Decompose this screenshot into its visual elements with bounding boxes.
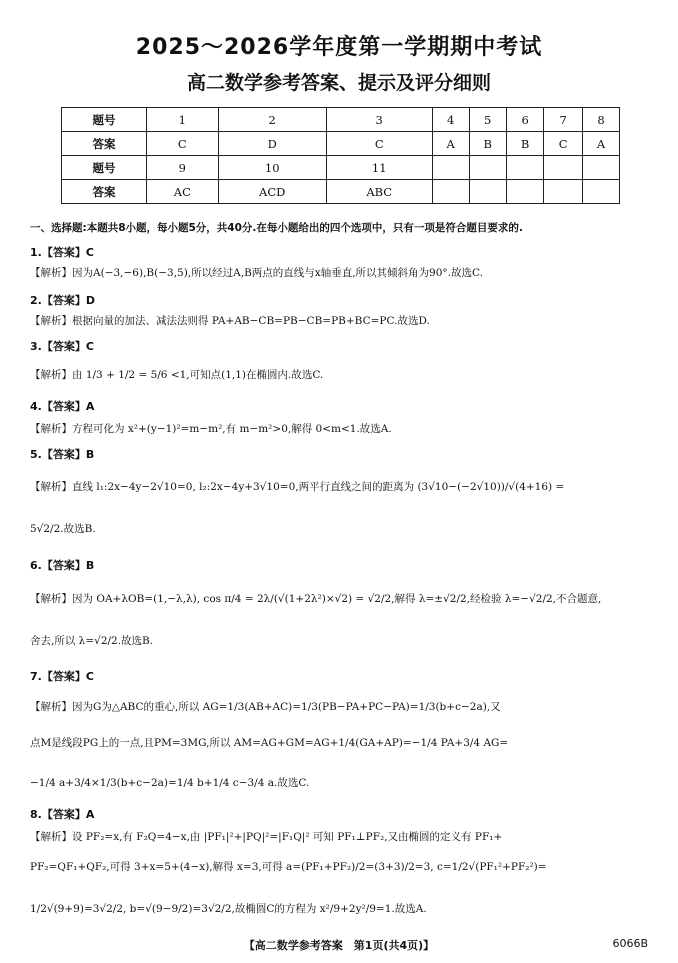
table-cell: ACD <box>218 180 326 204</box>
section-heading: 一、选择题:本题共8小题，每小题5分，共40分.在每小题给出的四个选项中，只有一项是符合题目要求的. <box>30 222 523 234</box>
table-cell: C <box>544 132 583 156</box>
explanation-text: 【解析】因为A(−3,−6),B(−3,5),所以经过A,B两点的直线与x轴垂直,所以其倾斜角为90°.故选C. <box>30 267 483 279</box>
table-cell <box>469 156 506 180</box>
table-cell: AC <box>147 180 219 204</box>
table-cell: 10 <box>218 156 326 180</box>
question-label: 1.【答案】C <box>30 246 94 259</box>
table-row <box>62 108 620 132</box>
table-row <box>62 180 620 204</box>
question-label: 3.【答案】C <box>30 340 94 353</box>
explanation-text: 【解析】由 1/3 + 1/2 = 5/6 <1,可知点(1,1)在椭圆内.故选C. <box>30 369 324 381</box>
table-cell: B <box>506 132 543 156</box>
question-label: 6.【答案】B <box>30 559 95 572</box>
table-cell: 6 <box>506 108 543 132</box>
explanation-text: 点M是线段PG上的一点,且PM=3MG,所以 AM=AG+GM=AG+1/4(GA+AP)=−1/4 PA+3/4 AG= <box>30 737 509 749</box>
table-cell: 11 <box>326 156 432 180</box>
table-cell: 2 <box>218 108 326 132</box>
page-title: 2025～2026学年度第一学期期中考试 <box>135 35 543 60</box>
table-cell <box>432 180 469 204</box>
explanation-text: 舍去,所以 λ=√2/2.故选B. <box>30 635 154 647</box>
table-cell: A <box>583 132 620 156</box>
explanation-text: −1/4 a+3/4×1/3(b+c−2a)=1/4 b+1/4 c−3/4 a.故选C. <box>30 777 310 789</box>
row-label: 题号 <box>62 108 147 132</box>
question-label: 7.【答案】C <box>30 670 94 683</box>
explanation-text: 【解析】根据向量的加法、减法法则得 PA+AB−CB=PB−CB=PB+BC=PC.故选D. <box>30 315 430 327</box>
row-label: 题号 <box>62 156 147 180</box>
table-cell <box>469 180 506 204</box>
row-label: 答案 <box>62 180 147 204</box>
table-cell: 3 <box>326 108 432 132</box>
answer-table <box>61 107 620 204</box>
table-cell: A <box>432 132 469 156</box>
explanation-text: PF₂=QF₁+QF₂,可得 3+x=5+(4−x),解得 x=3,可得 a=(PF₁+PF₂)/2=(3+3)/2=3, c=1/2√(PF₁²+PF₂²)= <box>30 861 547 873</box>
question-label: 2.【答案】D <box>30 294 95 307</box>
table-cell: C <box>326 132 432 156</box>
table-cell <box>432 156 469 180</box>
table-cell <box>506 180 543 204</box>
table-cell: 8 <box>583 108 620 132</box>
explanation-text: 【解析】方程可化为 x²+(y−1)²=m−m²,有 m−m²>0,解得 0<m<1.故选A. <box>30 423 392 435</box>
row-label: 答案 <box>62 132 147 156</box>
table-cell: 5 <box>469 108 506 132</box>
table-cell <box>583 156 620 180</box>
table-cell: ABC <box>326 180 432 204</box>
explanation-text: 【解析】设 PF₂=x,有 F₂Q=4−x,由 |PF₁|²+|PQ|²=|F₁Q|² 可知 PF₁⊥PF₂,又由椭圆的定义有 PF₁+ <box>30 831 503 843</box>
question-label: 5.【答案】B <box>30 448 95 461</box>
table-row <box>62 132 620 156</box>
explanation-text: 【解析】因为G为△ABC的重心,所以 AG=1/3(AB+AC)=1/3(PB−PA+PC−PA)=1/3(b+c−2a),又 <box>30 701 501 713</box>
table-cell <box>544 180 583 204</box>
page-subtitle: 高二数学参考答案、提示及评分细则 <box>186 72 491 94</box>
table-cell <box>506 156 543 180</box>
explanation-text: 【解析】直线 l₁:2x−4y−2√10=0, l₂:2x−4y+3√10=0,两平行直线之间的距离为 (3√10−(−2√10))/√(4+16) = <box>30 481 565 493</box>
document-code: 6066B <box>612 937 648 950</box>
table-row <box>62 156 620 180</box>
question-label: 4.【答案】A <box>30 400 95 413</box>
table-cell: 4 <box>432 108 469 132</box>
page-footer: 【高二数学参考答案 第1页(共4页)】 <box>243 939 435 952</box>
table-cell: C <box>147 132 219 156</box>
table-cell: 9 <box>147 156 219 180</box>
question-label: 8.【答案】A <box>30 808 95 821</box>
table-cell <box>583 180 620 204</box>
table-cell: 7 <box>544 108 583 132</box>
explanation-text: 【解析】因为 OA+λOB=(1,−λ,λ), cos π/4 = 2λ/(√(1+2λ²)×√2) = √2/2,解得 λ=±√2/2,经检验 λ=−√2/2,不合题意, <box>30 593 602 605</box>
table-cell: 1 <box>147 108 219 132</box>
explanation-text: 1/2√(9+9)=3√2/2, b=√(9−9/2)=3√2/2,故椭圆C的方程为 x²/9+2y²/9=1.故选A. <box>30 903 427 915</box>
table-cell: D <box>218 132 326 156</box>
explanation-text: 5√2/2.故选B. <box>30 523 96 535</box>
table-cell <box>544 156 583 180</box>
table-cell: B <box>469 132 506 156</box>
